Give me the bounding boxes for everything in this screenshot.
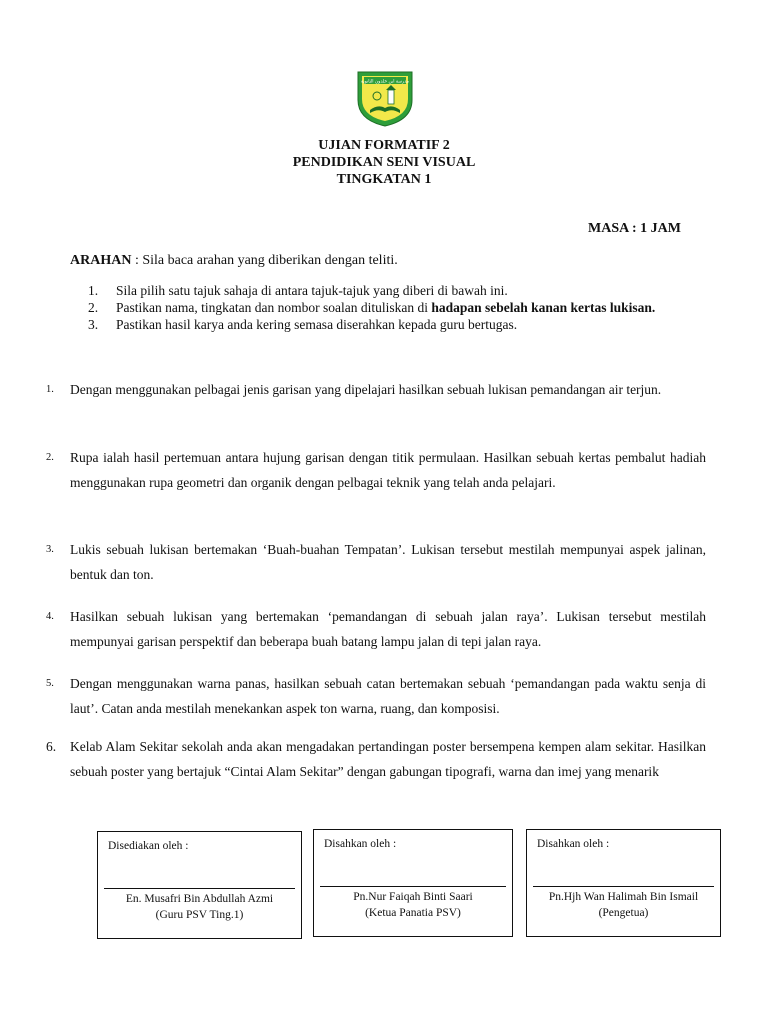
- instruction-number: 2.: [88, 300, 99, 315]
- question-text: Dengan menggunakan warna panas, hasilkan sebuah catan bertemakan sebuah ‘pemandangan pada waktu senja di laut’. Catan anda mestilah menekankan aspek ton warna, ruang, dan komposisi.: [70, 676, 706, 716]
- question-item: [46, 445, 706, 495]
- question-number: 5.: [46, 678, 54, 689]
- instruction-item: [88, 282, 708, 299]
- signature-label: Disediakan oleh :: [108, 840, 189, 852]
- question-text: Rupa ialah hasil pertemuan antara hujung garisan dengan titik permulaan. Hasilkan sebuah kertas pembalut hadiah menggunakan rupa geometri dan organik dengan pelbagai teknik yang telah anda pelajari.: [70, 450, 706, 490]
- subject-title: PENDIDIKAN SENI VISUAL: [292, 155, 476, 170]
- question-item: [46, 604, 706, 654]
- question-text: Kelab Alam Sekitar sekolah anda akan mengadakan pertandingan poster bersempena kempen alam sekitar. Hasilkan sebuah poster yang bertajuk “Cintai Alam Sekitar” dengan gabungan tipografi, warna dan imej yang menarik: [70, 739, 706, 779]
- instruction-text: Pastikan nama, tingkatan dan nombor soalan dituliskan di hadapan sebelah kanan kertas lukisan.: [116, 300, 656, 315]
- question-number: 3.: [46, 544, 54, 555]
- signature-label: Disahkan oleh :: [324, 838, 397, 850]
- instructions-label: ARAHAN: [70, 253, 132, 268]
- instruction-number: 3.: [88, 317, 99, 332]
- question-number: 6.: [46, 739, 57, 754]
- exam-title: UJIAN FORMATIF 2: [318, 138, 450, 153]
- question-number: 4.: [46, 611, 54, 622]
- school-logo: [356, 70, 414, 128]
- instruction-text: Pastikan hasil karya anda kering semasa diserahkan kepada guru bertugas.: [116, 317, 518, 332]
- question-item: [46, 377, 706, 402]
- question-item: [46, 734, 706, 784]
- question-item: [46, 671, 706, 721]
- signature-name-block: [314, 889, 512, 921]
- instructions-heading: [70, 253, 398, 269]
- signature-name-block: [527, 889, 720, 921]
- signature-box-principal: [526, 829, 721, 937]
- instruction-item: [88, 316, 708, 333]
- signature-box-preparer: [97, 831, 302, 939]
- signatory-role: (Guru PSV Ting.1): [155, 909, 244, 921]
- signature-name-block: [98, 891, 301, 923]
- signatory-name: Pn.Hjh Wan Halimah Bin Ismail: [548, 891, 699, 903]
- signature-line: [320, 886, 506, 887]
- question-text: Hasilkan sebuah lukisan yang bertemakan ‘pemandangan di sebuah jalan raya’. Lukisan tersebut mestilah mempunyai garisan perspektif dan beberapa buah batang lampu jalan di tepi jalan raya.: [70, 609, 706, 649]
- signatory-role: (Ketua Panatia PSV): [365, 907, 461, 919]
- instruction-list: [88, 282, 708, 333]
- instructions-text: : Sila baca arahan yang diberikan dengan teliti.: [131, 253, 398, 268]
- question-number: 2.: [46, 452, 54, 463]
- signature-box-panel-head: [313, 829, 513, 937]
- signature-line: [104, 888, 295, 889]
- question-text: Lukis sebuah lukisan bertemakan ‘Buah-buahan Tempatan’. Lukisan tersebut mestilah mempunyai aspek jalinan, bentuk dan ton.: [70, 542, 706, 582]
- logo-text: مدرسة ابن خلدون الثانوية: [360, 79, 410, 85]
- question-number: 1.: [46, 384, 54, 395]
- question-item: [46, 537, 706, 587]
- grade-title: TINGKATAN 1: [336, 172, 432, 187]
- instruction-number: 1.: [88, 283, 99, 298]
- signature-label: Disahkan oleh :: [537, 838, 610, 850]
- instruction-item: [88, 299, 708, 316]
- signatory-name: Pn.Nur Faiqah Binti Saari: [353, 891, 473, 903]
- time-allowed: MASA : 1 JAM: [588, 221, 681, 236]
- instruction-text: Sila pilih satu tajuk sahaja di antara tajuk-tajuk yang diberi di bawah ini.: [116, 283, 508, 298]
- question-text: Dengan menggunakan pelbagai jenis garisan yang dipelajari hasilkan sebuah lukisan pemandangan air terjun.: [70, 382, 662, 397]
- signatory-role: (Pengetua): [598, 907, 649, 919]
- signatory-name: En. Musafri Bin Abdullah Azmi: [125, 893, 274, 905]
- signature-line: [533, 886, 714, 887]
